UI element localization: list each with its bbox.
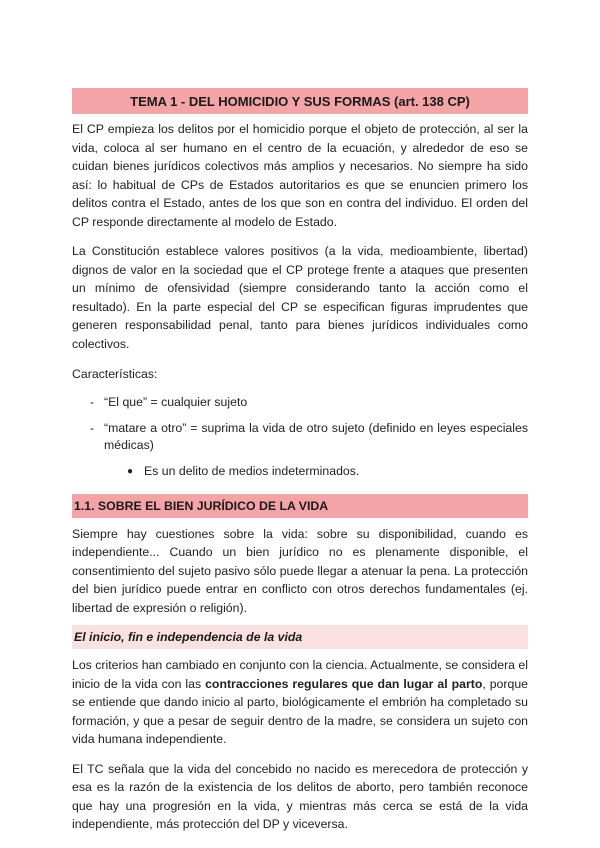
- paragraph-characteristics-label: Características:: [72, 367, 158, 381]
- list-item: [72, 463, 528, 480]
- subsection-heading: [72, 625, 528, 649]
- paragraph-inicio-vida: [72, 656, 528, 749]
- subsection-heading-text: El inicio, fin e independencia de la vida: [74, 630, 303, 644]
- list-item: [72, 420, 528, 454]
- paragraph-text: , porque se entiende que dando inicio al parto, biológicamente el embrión ha completado su formación, y que a pesar de seguir dentro de la madre, se considera un sujeto con vida humana independiente.: [72, 676, 529, 746]
- section-heading-text: 1.1. SOBRE EL BIEN JURÍDICO DE LA VIDA: [74, 498, 329, 513]
- emphasis-text: contracciones regulares que dan lugar al parto: [205, 676, 483, 691]
- dash-list: [72, 394, 528, 454]
- paragraph-tc: El TC señala que la vida del concebido no nacido es merecedora de protección y esa es la razón de la existencia de los delitos de aborto, pero también reconoce que hay una progresión en la vida, y mientras más cerca se está de la vida independiente, más protección del DP y viceversa.: [72, 761, 528, 831]
- page-title-text: TEMA 1 - DEL HOMICIDIO Y SUS FORMAS (art. 138 CP): [130, 93, 470, 109]
- page-title: [72, 88, 528, 114]
- paragraph-constitution: La Constitución establece valores positivos (a la vida, medioambiente, libertad) dignos de valor en la sociedad que el CP protege frente a ataques que presenten un mínimo de ofensividad (siempre considerando tanto la acción como el resultado). En la parte especial del CP se especifican figuras imprudentes que generen responsabilidad penal, tanto para bienes jurídicos individuales como colectivos.: [72, 244, 528, 351]
- list-item-text: “El que” = cualquier sujeto: [104, 394, 248, 409]
- dash-marker: -: [90, 394, 95, 409]
- dash-marker: -: [90, 420, 95, 435]
- paragraph-intro: El CP empieza los delitos por el homicidio porque el objeto de protección, al ser la vida, coloca al ser humano en el centro de la ecuación, y alrededor de eso se cuidan bienes jurídicos colectivos más amplios y necesarios. No siempre ha sido así: lo habitual de CPs de Estados autoritarios es que se enuncien primero los delitos contra el Estado, antes de los que son en contra del individuo. El orden del CP responde directamente al modelo de Estado.: [72, 122, 528, 229]
- document-page: [72, 88, 528, 834]
- list-item-text: “matare a otro” = suprima la vida de otro sujeto (definido en leyes especiales médicas): [104, 420, 528, 452]
- paragraph-bien-juridico: Siempre hay cuestiones sobre la vida: sobre su disponibilidad, cuando es independiente... Cuando un bien jurídico no es plenamente disponible, el consentimiento del sujeto pasivo sólo puede llegar a atenuar la pena. La protección del bien jurídico puede entrar en conflicto con otros derechos fundamentales (ej. libertad de expresión o religión).: [72, 526, 528, 615]
- bullet-list: [72, 463, 528, 480]
- list-item-text: Es un delito de medios indeterminados.: [144, 463, 360, 478]
- paragraph-text: Los criterios han cambiado en conjunto con la ciencia. Actualmente, se considera el inicio de la vida con las: [72, 658, 528, 691]
- list-item: [72, 394, 528, 411]
- section-heading: [72, 494, 528, 518]
- bullet-icon: ●: [127, 465, 134, 477]
